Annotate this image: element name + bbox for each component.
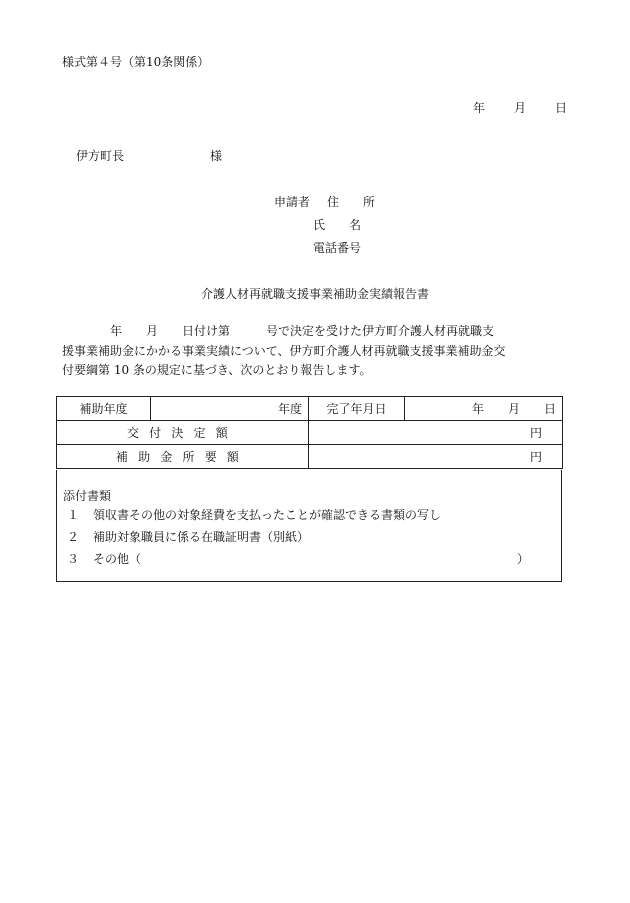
body-line: 付要綱第 10 条の規定に基づき、次のとおり報告します。	[62, 363, 372, 377]
required-amount-label: 補助金所要額	[115, 449, 250, 464]
applicant-phone-label: 電話番号	[313, 241, 362, 255]
date-month-label: 月	[514, 101, 527, 115]
fiscal-year-field: 年度	[151, 397, 309, 421]
applicant-name-label: 氏 名	[313, 218, 362, 232]
applicant-label: 申請者	[274, 195, 311, 209]
attachment-number: ２	[67, 530, 80, 544]
attachment-item	[67, 506, 441, 523]
attachment-number: ３	[67, 552, 80, 566]
report-body	[62, 322, 562, 381]
date-year-label: 年	[473, 101, 486, 115]
attachments-title: 添付書類	[63, 489, 112, 503]
grant-decision-label: 交付決定額	[126, 425, 238, 440]
completion-date-label: 完了年月日	[309, 397, 405, 421]
attachments-box	[56, 470, 562, 582]
addressee-name: 伊方町長	[76, 149, 125, 163]
attachment-item	[67, 550, 141, 567]
form-number: 様式第４号（第10条関係）	[62, 55, 210, 69]
body-line: 年 月 日付け第 号で決定を受けた伊方町介護人材再就職支	[62, 324, 495, 338]
report-table	[56, 396, 563, 469]
body-line: 援事業補助金にかかる事業実績について、伊方町介護人材再就職支援事業補助金交	[62, 343, 506, 358]
date-day-label: 日	[555, 101, 568, 115]
attachment-item	[67, 528, 309, 545]
attachment-other-close: ）	[517, 552, 530, 566]
attachment-text: 領収書その他の対象経費を支払ったことが確認できる書類の写し	[93, 508, 442, 522]
document-title: 介護人材再就職支援事業補助金実績報告書	[200, 287, 429, 301]
applicant-address-label: 住 所	[327, 195, 376, 209]
completion-date-field: 年 月 日	[405, 397, 563, 421]
table-row	[57, 397, 563, 421]
grant-decision-field: 円	[309, 421, 563, 445]
table-row	[57, 445, 563, 469]
required-amount-field: 円	[309, 445, 563, 469]
table-row	[57, 421, 563, 445]
attachment-number: １	[67, 508, 80, 522]
addressee-honorific: 様	[210, 149, 223, 163]
fiscal-year-label: 補助年度	[57, 397, 151, 421]
attachment-text: その他（	[93, 552, 142, 566]
attachment-text: 補助対象職員に係る在職証明書（別紙）	[93, 530, 310, 544]
